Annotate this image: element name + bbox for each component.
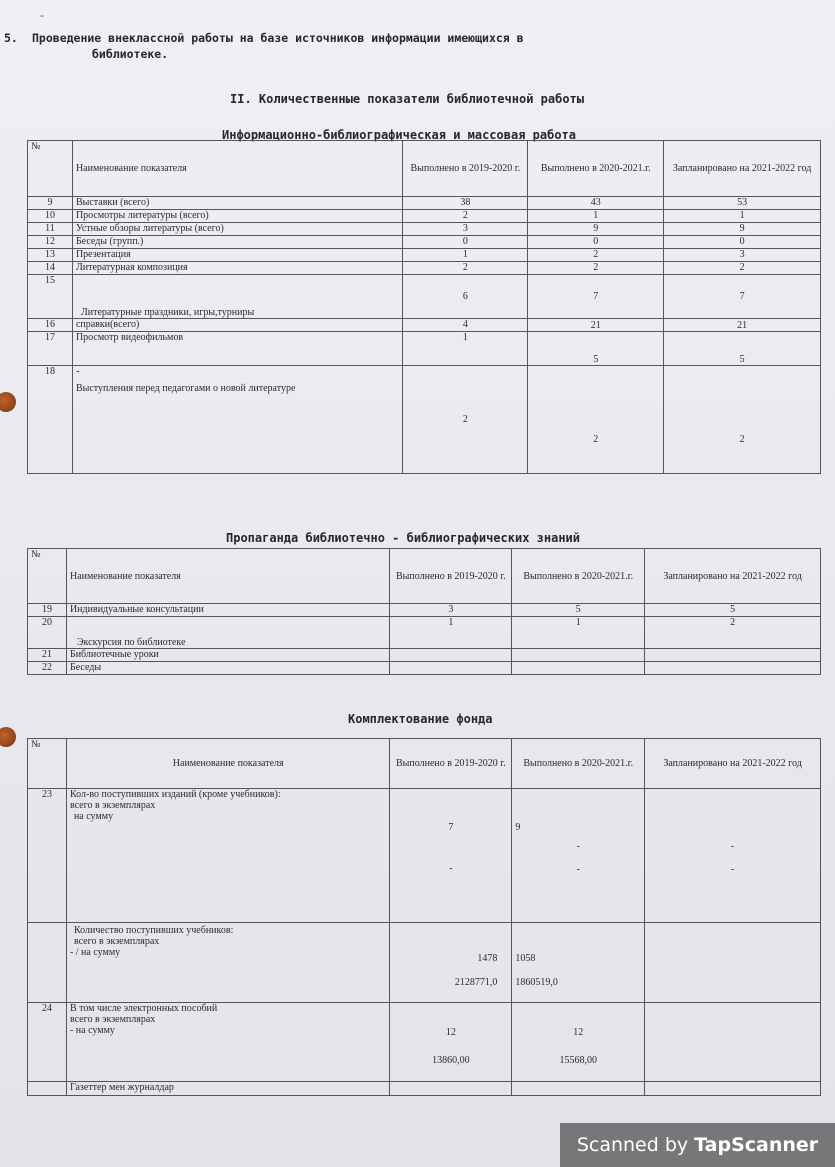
- table-row: Количество поступивших учебников: всего в экземплярах - / на сумму 1478 2128771,0 1058 1860519,0: [28, 923, 821, 1003]
- item-5-text-line2: библиотеке.: [92, 47, 169, 61]
- table-row: 12 Беседы (групп.) 0 0 0: [28, 236, 821, 249]
- table2-header-row: № Наименование показателя Выполнено в 2019-2020 г. Выполнено в 2020-2021.г. Запланировано на 2021-2022 год: [28, 549, 821, 604]
- header-2020: Выполнено в 2020-2021.г.: [528, 141, 664, 197]
- table-row: 20 Экскурсия по библиотеке 1 1 2: [28, 617, 821, 649]
- table-row: 19 Индивидуальные консультации 3 5 5: [28, 604, 821, 617]
- table-row: 17 Просмотр видеофильмов 1 5 5: [28, 332, 821, 366]
- table1-title: Информационно-библиографическая и массовая работа: [222, 128, 577, 142]
- header-name: Наименование показателя: [72, 141, 403, 197]
- table-row: 14 Литературная композиция 2 2 2: [28, 262, 821, 275]
- table-row: 16 справки(всего) 4 21 21: [28, 319, 821, 332]
- table-row: Газеттер мен журналдар: [28, 1082, 821, 1096]
- table-row: 22 Беседы: [28, 662, 821, 675]
- item-5-number: 5.: [4, 31, 18, 45]
- table-row: 18 - Выступления перед педагогами о новой литературе 2 2 2: [28, 366, 821, 474]
- table3-title: Комплектование фонда: [348, 712, 493, 726]
- table2: [27, 548, 821, 675]
- item-5-text-line1: Проведение внеклассной работы на базе источников информации имеющихся в: [32, 31, 524, 45]
- header-num: №: [28, 141, 73, 197]
- table-row: 15 Литературные праздники, игры,турниры 6 7 7: [28, 275, 821, 319]
- table2-title: Пропаганда библиотечно - библиографических знаний: [226, 531, 581, 545]
- table-row: 9 Выставки (всего) 38 43 53: [28, 197, 821, 210]
- punch-hole: [0, 392, 16, 412]
- header-2019: Выполнено в 2019-2020 г.: [403, 141, 528, 197]
- table-row: 23 Кол-во поступивших изданий (кроме учебников): всего в экземплярах на сумму 7 - 9 - - - -: [28, 789, 821, 923]
- table-row: 10 Просмотры литературы (всего) 2 1 1: [28, 210, 821, 223]
- section-title: II. Количественные показатели библиотечной работы: [230, 92, 585, 106]
- scanner-watermark: Scanned by TapScanner: [560, 1123, 835, 1167]
- table1: [27, 140, 821, 474]
- table3: [27, 738, 821, 1096]
- table3-header-row: № Наименование показателя Выполнено в 2019-2020 г. Выполнено в 2020-2021.г. Запланировано на 2021-2022 год: [28, 739, 821, 789]
- table1-header-row: [28, 141, 821, 197]
- table-row: 21 Библиотечные уроки: [28, 649, 821, 662]
- header-plan: Запланировано на 2021-2022 год: [664, 141, 821, 197]
- table-row: 11 Устные обзоры литературы (всего) 3 9 9: [28, 223, 821, 236]
- top-mark: -: [40, 8, 44, 22]
- table-row: 13 Презентация 1 2 3: [28, 249, 821, 262]
- punch-hole: [0, 727, 16, 747]
- table-row: 24 В том числе электронных пособий всего в экземплярах - на сумму 12 13860,00 12 15568,00: [28, 1003, 821, 1082]
